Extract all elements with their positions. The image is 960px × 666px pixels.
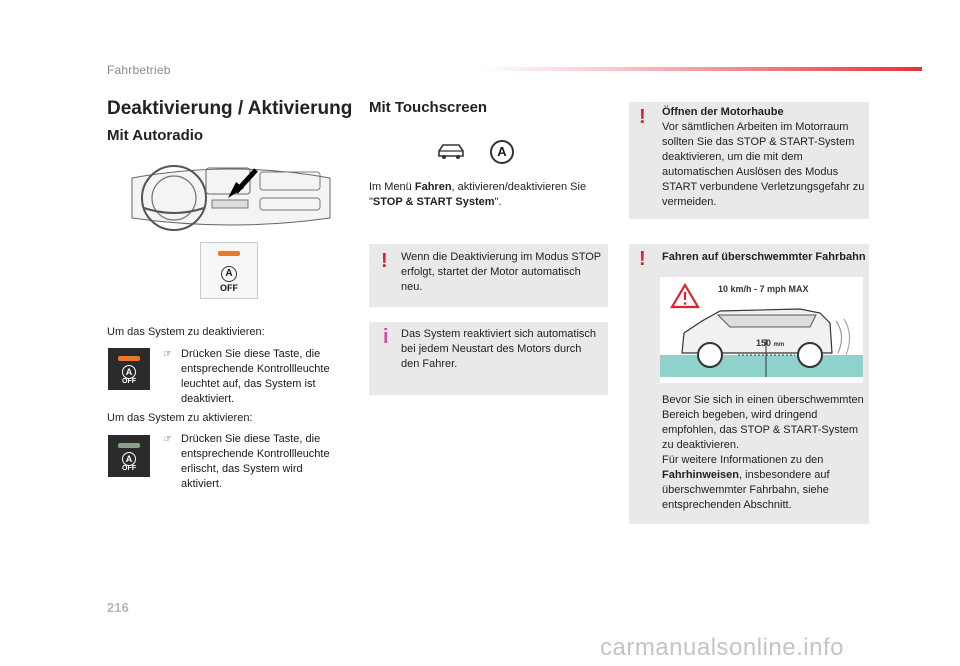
header-rule [480, 67, 922, 71]
auto-a-icon: A [490, 140, 514, 164]
warning-icon: ! [381, 250, 388, 272]
led-on-bar [118, 356, 140, 361]
system-name: STOP & START System [372, 196, 495, 208]
led-indicator-on [218, 251, 240, 256]
touchscreen-instruction [369, 180, 609, 210]
deactivate-intro: Um das System zu deaktivieren: [107, 326, 265, 338]
flood-illustration [660, 277, 863, 383]
flood-text-part3: , insbesondere auf überschwemmter Fahrbahn, siehe entsprechenden Abschnitt. [662, 469, 830, 511]
flood-text-part2: Für weitere Informationen zu den [662, 454, 824, 466]
warning-box-restart [369, 244, 608, 307]
warning-icon: ! [639, 248, 646, 270]
instruction-mid: , aktivieren/deaktivieren Sie " [369, 181, 587, 208]
flood-text-part1: Bevor Sie sich in einen überschwemmten Bereich begeben, wird dringend empfohlen, das STOP & START-System zu deaktivieren. [662, 394, 864, 451]
auto-a-icon: A [122, 365, 136, 379]
stop-start-button-illustration [200, 242, 258, 299]
activate-step-text: Drücken Sie diese Taste, die entsprechende Kontrollleuchte erlischt, das System wird aktiviert. [181, 433, 330, 490]
flood-title: Fahren auf überschwemmter Fahrbahn [662, 251, 866, 263]
button-image-on [108, 348, 150, 390]
hood-title: Öffnen der Motorhaube [662, 106, 784, 118]
site-watermark[interactable]: carmanualsonline.info [600, 634, 844, 661]
water-depth-value: 150 [756, 338, 772, 348]
led-off-bar [118, 443, 140, 448]
off-label: OFF [122, 378, 136, 385]
car-icon [436, 142, 466, 162]
auto-a-icon: A [122, 452, 136, 466]
instruction-suffix: ". [494, 196, 502, 208]
button-image-off [108, 435, 150, 477]
subtitle-touchscreen: Mit Touchscreen [369, 99, 488, 116]
activate-intro: Um das System zu aktivieren: [107, 412, 253, 424]
water-depth-unit: mm [773, 342, 785, 348]
water-depth-label [756, 338, 784, 348]
instruction-prefix: Im Menü [369, 181, 415, 193]
page-number: 216 [107, 600, 129, 615]
hood-text: Vor sämtlichen Arbeiten im Motorraum sollten Sie das STOP & START-System deaktivieren, um die mit dem automatischen Auslösen des Modus START verbundene Verletzungsgefahr zu vermeiden. [662, 121, 865, 208]
flood-text [662, 393, 867, 513]
info-text: Das System reaktiviert sich automatisch bei jedem Neustart des Motors durch den Fahrer. [401, 328, 597, 370]
warning-box-hood [629, 102, 869, 219]
warning-box-flood [629, 244, 869, 524]
deactivate-step [163, 347, 343, 407]
section-header: Fahrbetrieb [107, 63, 171, 77]
menu-name: Fahren [414, 181, 452, 193]
page-title: Deaktivierung / Aktivierung [107, 98, 353, 119]
deactivate-step-text: Drücken Sie diese Taste, die entsprechende Kontrollleuchte leuchtet auf, das System ist deaktiviert. [181, 348, 330, 405]
dashboard-illustration [128, 158, 334, 238]
off-label: OFF [220, 283, 238, 293]
pointer-icon: ☞ [163, 349, 172, 360]
off-label: OFF [122, 465, 136, 472]
warning-text: Wenn die Deaktivierung im Modus STOP erfolgt, startet der Motor automatisch neu. [401, 251, 601, 293]
auto-a-icon: A [221, 266, 237, 282]
pointer-icon: ☞ [163, 434, 172, 445]
activate-step [163, 432, 343, 492]
subtitle-autoradio: Mit Autoradio [107, 127, 204, 144]
warning-icon: ! [639, 106, 646, 128]
info-box-reactivation [369, 322, 608, 395]
speed-limit-label: 10 km/h - 7 mph MAX [718, 284, 809, 294]
info-icon: i [383, 326, 389, 348]
flood-text-bold: Fahrhinweisen [662, 469, 740, 481]
